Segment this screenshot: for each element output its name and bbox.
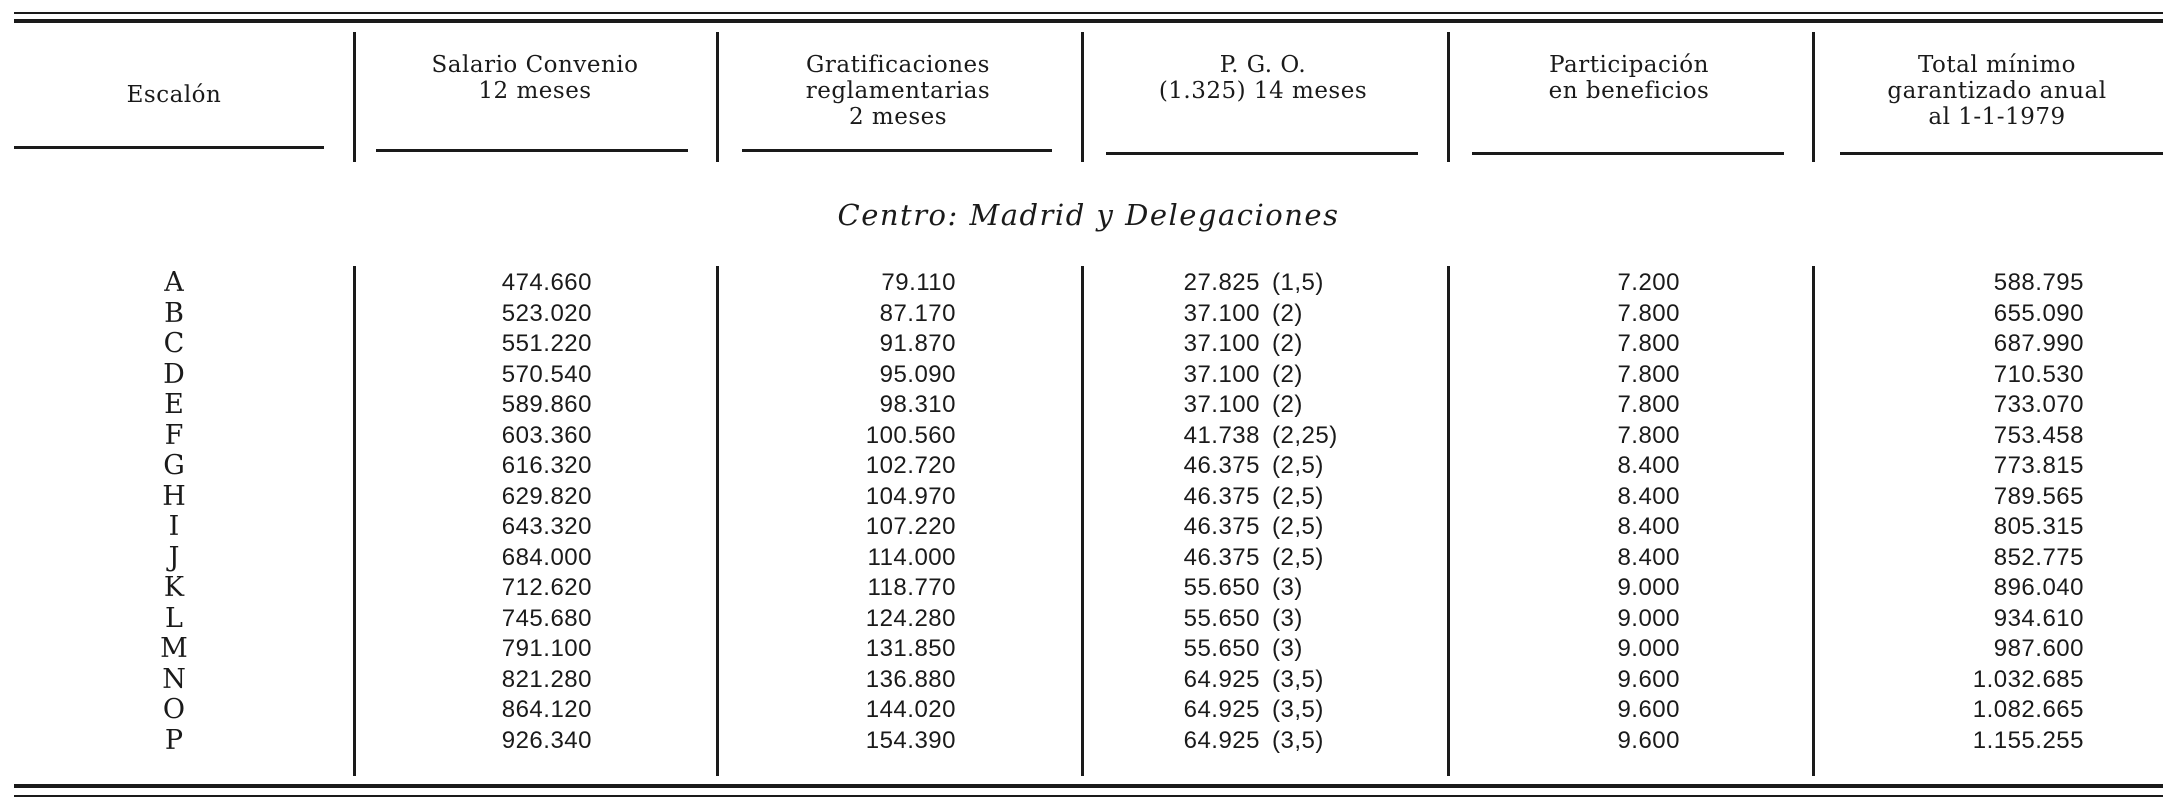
header-underline-gratificaciones [742, 149, 1052, 152]
cell-pgo [1150, 573, 1410, 604]
cell-pgo-value: 55.650 [1183, 604, 1260, 632]
cell-pgo-value: 37.100 [1183, 391, 1260, 418]
cell-pgo [1150, 299, 1410, 330]
body-separator-2 [716, 266, 719, 776]
cell-escalon: I [168, 511, 180, 542]
cell-participacion: 9.600 [1617, 726, 1680, 754]
header-salario-line: Salario Convenio [431, 52, 639, 78]
header-pgo-line: (1.325) 14 meses [1158, 78, 1368, 104]
cell-escalon: O [162, 694, 186, 725]
cell-pgo-coefficient: (2) [1272, 299, 1303, 327]
bottom-rule-thin [14, 795, 2163, 797]
cell-salario: 629.820 [501, 482, 592, 510]
cell-salario: 791.100 [501, 635, 592, 662]
cell-salario: 523.020 [501, 299, 592, 327]
header-underline-pgo [1106, 152, 1418, 155]
cell-participacion: 8.400 [1617, 543, 1680, 571]
cell-pgo-coefficient: (2,5) [1272, 482, 1324, 510]
cell-pgo-value: 46.375 [1183, 513, 1260, 540]
header-underline-escalon [14, 146, 324, 149]
cell-escalon: K [163, 572, 185, 603]
cell-gratificaciones: 104.970 [865, 482, 956, 510]
cell-escalon: P [164, 724, 184, 756]
cell-pgo [1150, 390, 1410, 421]
column-total [1900, 268, 2084, 756]
cell-escalon: N [162, 663, 186, 695]
cell-participacion: 8.400 [1617, 513, 1680, 540]
body-separator-4 [1447, 266, 1450, 776]
cell-escalon: C [163, 328, 185, 359]
cell-pgo-value: 64.925 [1183, 696, 1260, 723]
cell-escalon: F [164, 419, 184, 451]
bottom-rule-thick [14, 784, 2163, 788]
cell-pgo [1150, 512, 1410, 543]
top-rule-thick [14, 19, 2163, 23]
column-salario [420, 268, 592, 756]
header-participacion-line: en beneficios [1548, 78, 1710, 104]
cell-pgo-coefficient: (1,5) [1272, 269, 1324, 296]
header-gratificaciones [738, 52, 1058, 130]
cell-escalon: E [164, 389, 184, 420]
cell-gratificaciones: 131.850 [865, 635, 956, 662]
cell-pgo-value: 37.100 [1183, 330, 1260, 357]
cell-pgo-coefficient: (3) [1272, 574, 1303, 601]
cell-total: 1.155.255 [1972, 726, 2084, 754]
cell-salario: 864.120 [501, 696, 592, 723]
cell-salario: 616.320 [501, 452, 592, 479]
header-salario [375, 52, 695, 104]
cell-pgo-value: 41.738 [1183, 421, 1260, 449]
header-separator-5 [1812, 32, 1815, 162]
header-separator-3 [1081, 32, 1084, 162]
cell-pgo-value: 64.925 [1183, 665, 1260, 693]
cell-gratificaciones: 87.170 [879, 299, 956, 327]
cell-pgo-coefficient: (3) [1272, 604, 1303, 632]
header-gratificaciones-line: reglamentarias [805, 78, 991, 104]
cell-escalon: A [164, 267, 184, 298]
cell-pgo-coefficient: (3) [1272, 635, 1303, 662]
cell-participacion: 9.000 [1617, 635, 1680, 662]
column-participacion [1560, 268, 1680, 756]
header-underline-total [1840, 152, 2163, 155]
cell-pgo-value: 55.650 [1183, 574, 1260, 601]
cell-escalon: M [160, 633, 188, 664]
cell-pgo-coefficient: (2,25) [1272, 421, 1338, 449]
cell-pgo-coefficient: (2) [1272, 360, 1303, 388]
cell-escalon: B [164, 297, 184, 329]
cell-pgo-value: 46.375 [1183, 452, 1260, 479]
cell-pgo-coefficient: (2,5) [1272, 543, 1324, 571]
cell-pgo-value: 37.100 [1183, 360, 1260, 388]
cell-participacion: 7.200 [1617, 269, 1680, 296]
cell-salario: 603.360 [501, 421, 592, 449]
body-separator-3 [1081, 266, 1084, 776]
header-separator-4 [1447, 32, 1450, 162]
header-escalon-line: Escalón [126, 82, 222, 108]
header-gratificaciones-line: 2 meses [848, 104, 948, 130]
column-pgo [1150, 268, 1410, 756]
cell-pgo [1150, 329, 1410, 360]
cell-gratificaciones: 114.000 [867, 543, 956, 571]
cell-total: 1.082.665 [1972, 696, 2084, 723]
cell-pgo [1150, 543, 1410, 574]
header-underline-participacion [1472, 152, 1784, 155]
body-separator-5 [1812, 266, 1815, 776]
body-separator-1 [353, 266, 356, 776]
cell-pgo-coefficient: (2,5) [1272, 452, 1324, 479]
header-total [1834, 52, 2160, 130]
header-total-line: Total mínimo [1917, 52, 2076, 78]
cell-pgo-coefficient: (3,5) [1272, 726, 1324, 754]
cell-escalon: J [168, 541, 180, 573]
cell-pgo-value: 46.375 [1183, 482, 1260, 510]
cell-pgo [1150, 451, 1410, 482]
cell-total: 773.815 [1993, 452, 2084, 479]
cell-gratificaciones: 102.720 [865, 452, 956, 479]
cell-salario: 926.340 [501, 726, 592, 754]
cell-escalon: L [165, 602, 183, 634]
cell-gratificaciones: 124.280 [865, 604, 956, 632]
column-gratificaciones [780, 268, 956, 756]
cell-participacion: 8.400 [1617, 452, 1680, 479]
cell-escalon: H [162, 480, 186, 512]
cell-pgo-value: 55.650 [1183, 635, 1260, 662]
cell-total: 1.032.685 [1972, 665, 2084, 693]
cell-gratificaciones: 154.390 [865, 726, 956, 754]
header-participacion-line: Participación [1549, 52, 1709, 78]
cell-participacion: 8.400 [1617, 482, 1680, 510]
cell-participacion: 7.800 [1617, 360, 1680, 388]
cell-participacion: 7.800 [1617, 421, 1680, 449]
cell-pgo [1150, 482, 1410, 513]
cell-total: 896.040 [1993, 574, 2084, 601]
cell-gratificaciones: 144.020 [865, 696, 956, 723]
header-participacion [1469, 52, 1789, 104]
header-underline-salario [376, 149, 688, 152]
cell-pgo-value: 27.825 [1183, 269, 1260, 296]
header-separator-1 [353, 32, 356, 162]
cell-pgo [1150, 604, 1410, 635]
cell-pgo [1150, 268, 1410, 299]
cell-pgo-coefficient: (3,5) [1272, 665, 1324, 693]
header-escalon [14, 82, 334, 108]
cell-escalon: D [163, 358, 185, 390]
cell-participacion: 7.800 [1617, 299, 1680, 327]
cell-total: 934.610 [1993, 604, 2084, 632]
cell-pgo-coefficient: (3,5) [1272, 696, 1324, 723]
cell-total: 710.530 [1993, 360, 2084, 388]
cell-participacion: 7.800 [1617, 391, 1680, 418]
cell-total: 852.775 [1993, 543, 2084, 571]
cell-escalon: G [163, 450, 185, 481]
cell-pgo-value: 64.925 [1183, 726, 1260, 754]
cell-gratificaciones: 95.090 [879, 360, 956, 388]
cell-salario: 589.860 [501, 391, 592, 418]
cell-pgo [1150, 360, 1410, 391]
cell-gratificaciones: 100.560 [865, 421, 956, 449]
cell-gratificaciones: 118.770 [867, 574, 956, 601]
header-total-line: al 1-1-1979 [1928, 104, 2066, 130]
cell-gratificaciones: 79.110 [881, 269, 956, 296]
cell-participacion: 7.800 [1617, 330, 1680, 357]
cell-total: 987.600 [1993, 635, 2084, 662]
cell-pgo [1150, 665, 1410, 696]
section-title: Centro: Madrid y Delegaciones [837, 198, 1340, 232]
cell-pgo-value: 46.375 [1183, 543, 1260, 571]
cell-participacion: 9.600 [1617, 665, 1680, 693]
column-escalon [144, 268, 204, 756]
cell-total: 687.990 [1993, 330, 2084, 357]
header-pgo-line: P. G. O. [1219, 52, 1307, 78]
cell-salario: 821.280 [501, 665, 592, 693]
cell-salario: 745.680 [501, 604, 592, 632]
cell-total: 753.458 [1993, 421, 2084, 449]
cell-salario: 551.220 [501, 330, 592, 357]
cell-pgo [1150, 421, 1410, 452]
cell-participacion: 9.600 [1617, 696, 1680, 723]
cell-total: 655.090 [1993, 299, 2084, 327]
cell-participacion: 9.000 [1617, 574, 1680, 601]
header-salario-line: 12 meses [478, 78, 592, 104]
top-rule-thin [14, 12, 2163, 14]
cell-pgo-coefficient: (2) [1272, 330, 1303, 357]
cell-total: 805.315 [1993, 513, 2084, 540]
cell-total: 789.565 [1993, 482, 2084, 510]
cell-pgo [1150, 726, 1410, 757]
cell-salario: 643.320 [501, 513, 592, 540]
header-gratificaciones-line: Gratificaciones [806, 52, 990, 78]
cell-salario: 570.540 [501, 360, 592, 388]
cell-pgo-value: 37.100 [1183, 299, 1260, 327]
cell-pgo-coefficient: (2,5) [1272, 513, 1324, 540]
cell-pgo [1150, 634, 1410, 665]
cell-gratificaciones: 91.870 [879, 330, 956, 357]
cell-participacion: 9.000 [1617, 604, 1680, 632]
cell-pgo-coefficient: (2) [1272, 391, 1303, 418]
cell-pgo [1150, 695, 1410, 726]
header-total-line: garantizado anual [1887, 78, 2107, 104]
cell-salario: 712.620 [501, 574, 592, 601]
cell-salario: 684.000 [501, 543, 592, 571]
cell-total: 733.070 [1993, 391, 2084, 418]
cell-gratificaciones: 98.310 [879, 391, 956, 418]
cell-total: 588.795 [1993, 269, 2084, 296]
cell-gratificaciones: 107.220 [865, 513, 956, 540]
header-pgo [1103, 52, 1423, 104]
cell-gratificaciones: 136.880 [865, 665, 956, 693]
header-separator-2 [716, 32, 719, 162]
cell-salario: 474.660 [501, 269, 592, 296]
